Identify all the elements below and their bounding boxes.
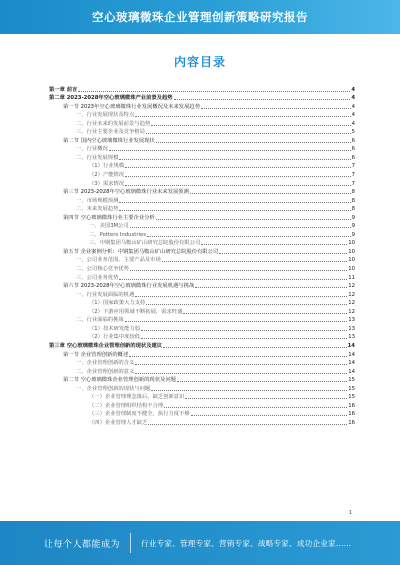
toc-dot-leader [119,202,350,203]
toc-entry-title: 第四节 空心玻璃微珠行业主要企业分析 [63,214,155,221]
toc-entry-page: 4 [351,103,355,110]
toc-entry[interactable] [49,229,355,238]
toc-entry-page: 6 [351,146,355,153]
toc-entry-title: （三）企业管理制度不健全，执行力度不够 [89,411,190,418]
toc-entry-page: 14 [347,342,355,349]
toc-entry-title: 第二节 国内空心玻璃微珠行业发展现状 [63,137,155,144]
toc-entry[interactable] [49,383,355,392]
toc-dot-leader [174,99,351,100]
toc-entry[interactable] [49,392,355,401]
toc-entry-title: 二、行业面临的挑战 [76,317,124,324]
toc-entry-page: 8 [351,189,355,196]
toc-entry-page: 14 [348,360,355,367]
toc-dot-leader [164,407,347,408]
toc-dot-leader [130,227,351,228]
toc-entry-title: 一、美国3M公司 [89,223,129,230]
toc-entry[interactable] [49,289,355,298]
toc-entry-title: 一、市场规模预测 [76,197,119,204]
toc-dot-leader [219,253,347,254]
toc-dot-leader [201,108,351,109]
toc-entry-page: 12 [348,291,355,298]
toc-entry-page: 4 [351,95,355,102]
toc-entry-title: 三、公司业务优势 [76,274,119,281]
toc-entry-title: （2）产能情况 [89,172,125,179]
toc-entry-page: 8 [351,206,355,213]
toc-entry-page: 12 [348,283,355,290]
toc-entry-title: 二、公司核心竞争优势 [76,266,129,273]
footer-slogan-right: 行业专家、管理专家、营销专家、战略专家、成功企业家…… [141,538,352,548]
toc-entry[interactable] [49,161,355,170]
toc-entry-page: 9 [351,214,355,221]
toc-entry-title: 第六节 2023-2028年空心玻璃微珠行业发展机遇与挑战 [63,283,195,290]
toc-entry-title: 一、行业概况 [76,146,108,153]
toc-entry-title: （2）下游应用领域不断拓展，需求旺盛 [89,308,183,315]
toc-dot-leader [163,347,347,348]
toc-entry[interactable] [49,323,355,332]
toc-entry-page: 13 [348,334,355,341]
toc-entry-page: 4 [351,120,355,127]
toc-entry-title: 二、Potters Industries [89,231,147,238]
toc-entry-title: （四）企业管理人才缺乏 [89,419,148,426]
toc-dot-leader [156,219,351,220]
toc-entry[interactable] [49,238,355,247]
toc-entry-title: 第三章 空心玻璃微珠企业管理创新的现状及建议 [49,342,163,349]
toc-entry-title: 二、行业发展规模 [76,154,119,161]
toc-entry[interactable] [49,272,355,281]
toc-dot-leader [135,296,347,297]
toc-entry[interactable] [49,332,355,341]
toc-dot-leader [195,287,347,288]
toc-dot-leader [185,398,347,399]
table-of-contents [49,84,355,426]
toc-entry[interactable] [49,298,355,307]
toc-entry-page: 6 [351,154,355,161]
toc-entry[interactable] [49,315,355,324]
toc-dot-leader [162,261,347,262]
toc-entry-title: 第一节 2023年空心玻璃微珠行业发展概况及未来发展趋势 [63,103,200,110]
toc-dot-leader [141,330,347,331]
toc-dot-leader [135,364,347,365]
toc-entry[interactable] [49,101,355,110]
toc-entry-page: 7 [351,172,355,179]
toc-entry-page: 16 [348,402,355,409]
toc-dot-leader [141,338,347,339]
toc-entry-page: 14 [348,368,355,375]
toc-entry-title: 第二章 2023-2028年空心玻璃微珠产业前景及趋势 [49,95,173,102]
toc-entry[interactable] [49,263,355,272]
toc-entry-page: 10 [348,257,355,264]
toc-entry-page: 11 [348,274,355,281]
toc-dot-leader [146,133,351,134]
toc-entry[interactable] [49,204,355,213]
toc-entry-page: 16 [348,419,355,426]
toc-entry[interactable] [49,135,355,144]
toc-dot-leader [78,91,350,92]
toc-dot-leader [135,373,347,374]
toc-entry-page: 10 [348,240,355,247]
toc-entry[interactable] [49,246,355,255]
toc-entry[interactable] [49,375,355,384]
toc-entry-title: 一、行业发展面临的机遇 [76,291,135,298]
toc-entry-title: 二、行业未来的发展前景与趋势 [76,120,151,127]
toc-dot-leader [201,244,347,245]
toc-entry[interactable] [49,281,355,290]
toc-entry[interactable] [49,349,355,358]
toc-dot-leader [191,415,348,416]
page-number: 1 [348,510,352,516]
toc-entry-page: 15 [348,385,355,392]
toc-entry-page: 7 [351,163,355,170]
toc-dot-leader [190,193,351,194]
toc-entry[interactable] [49,255,355,264]
toc-entry-page: 8 [351,197,355,204]
toc-entry-title: 二、未来发展趋势 [76,206,119,213]
toc-dot-leader [183,313,347,314]
toc-entry[interactable] [49,221,355,230]
toc-entry-title: 一、行业发展现状及特点 [76,112,135,119]
toc-entry-page: 15 [348,377,355,384]
toc-entry-page: 4 [351,86,355,93]
toc-entry-title: 二、企业管理创新的意义 [76,368,135,375]
toc-dot-leader [151,125,350,126]
toc-entry-title: 第五节 企业案例分析：中钢集团马鞍山矿山研究总院股份有限公司 [63,248,219,255]
toc-entry[interactable] [49,178,355,187]
toc-entry[interactable] [49,84,355,93]
toc-entry-title: （一）企业管理理念落后，缺乏创新意识 [89,394,185,401]
toc-entry-page: 13 [348,325,355,332]
toc-dot-leader [146,304,347,305]
toc-dot-leader [125,185,350,186]
toc-dot-leader [135,116,350,117]
toc-entry[interactable] [49,127,355,136]
toc-entry[interactable] [49,340,355,349]
footer-banner [0,521,400,565]
toc-heading: 内容目录 [173,55,226,69]
toc-entry[interactable] [49,400,355,409]
footer-slogan-left: 让每个人都能成为 [44,539,121,550]
toc-entry-title: （1）行业规模 [89,163,125,170]
toc-entry-title: 三、行业主要企业及竞争格局 [76,129,145,136]
toc-entry-page: 16 [348,411,355,418]
toc-entry-page: 10 [348,248,355,255]
toc-entry-page: 5 [351,129,355,136]
toc-dot-leader [130,270,347,271]
toc-dot-leader [156,142,351,143]
toc-dot-leader [125,176,350,177]
toc-entry-title: （3）需求情况 [89,180,125,187]
toc-entry[interactable] [49,187,355,196]
toc-entry[interactable] [49,306,355,315]
header-banner [0,0,400,34]
toc-entry-page: 14 [348,351,355,358]
toc-dot-leader [147,236,351,237]
toc-dot-leader [119,279,347,280]
toc-entry[interactable] [49,417,355,426]
toc-entry[interactable] [49,195,355,204]
toc-entry-page: 4 [351,112,355,119]
toc-entry[interactable] [49,366,355,375]
toc-dot-leader [177,381,347,382]
toc-entry[interactable] [49,144,355,153]
toc-entry-page: 13 [348,317,355,324]
toc-entry-title: 一、企业管理创新的现状与问题 [76,385,151,392]
toc-dot-leader [119,210,350,211]
toc-entry[interactable] [49,152,355,161]
toc-entry-title: 三、中钢集团马鞍山矿山研究总院股份有限公司 [89,240,201,247]
toc-entry[interactable] [49,358,355,367]
toc-entry-page: 9 [351,231,355,238]
toc-entry-page: 12 [348,308,355,315]
toc-entry-page: 12 [348,300,355,307]
toc-entry-page: 15 [348,394,355,401]
toc-entry-title: 第二节 空心玻璃微珠企业管理创新的现状及问题 [63,377,176,384]
toc-dot-leader [148,424,347,425]
toc-entry-title: 第一章 前言 [49,86,78,93]
toc-dot-leader [129,356,347,357]
toc-dot-leader [125,167,350,168]
toc-entry-title: 一、公司业务范围、主要产品及市场 [76,257,161,264]
toc-dot-leader [119,159,350,160]
toc-entry-title: 第一节 企业管理创新的概述 [63,351,129,358]
report-title: 空心玻璃微珠企业管理创新策略研究报告 [92,10,308,24]
toc-dot-leader [151,390,347,391]
toc-dot-leader [109,150,351,151]
toc-entry-title: 一、企业管理创新的含义 [76,360,135,367]
toc-entry[interactable] [49,169,355,178]
toc-dot-leader [125,321,348,322]
toc-entry-title: （二）企业管理组织结构不合理 [89,402,164,409]
toc-entry-page: 7 [351,180,355,187]
toc-entry-page: 6 [351,137,355,144]
toc-entry-title: （1）技术研发能力弱 [89,325,141,332]
toc-entry-title: （2）行业集中度较低 [89,334,141,341]
toc-entry[interactable] [49,409,355,418]
toc-entry[interactable] [49,118,355,127]
toc-entry-title: （1）国家政策大力支持 [89,300,146,307]
toc-entry-page: 9 [351,223,355,230]
toc-entry[interactable] [49,212,355,221]
toc-entry-title: 第三节 2023-2028年空心玻璃微珠行业未来发展预测 [63,189,189,196]
toc-entry[interactable] [49,110,355,119]
footer-divider [130,533,131,553]
toc-entry[interactable] [49,93,355,102]
toc-entry-page: 10 [348,266,355,273]
